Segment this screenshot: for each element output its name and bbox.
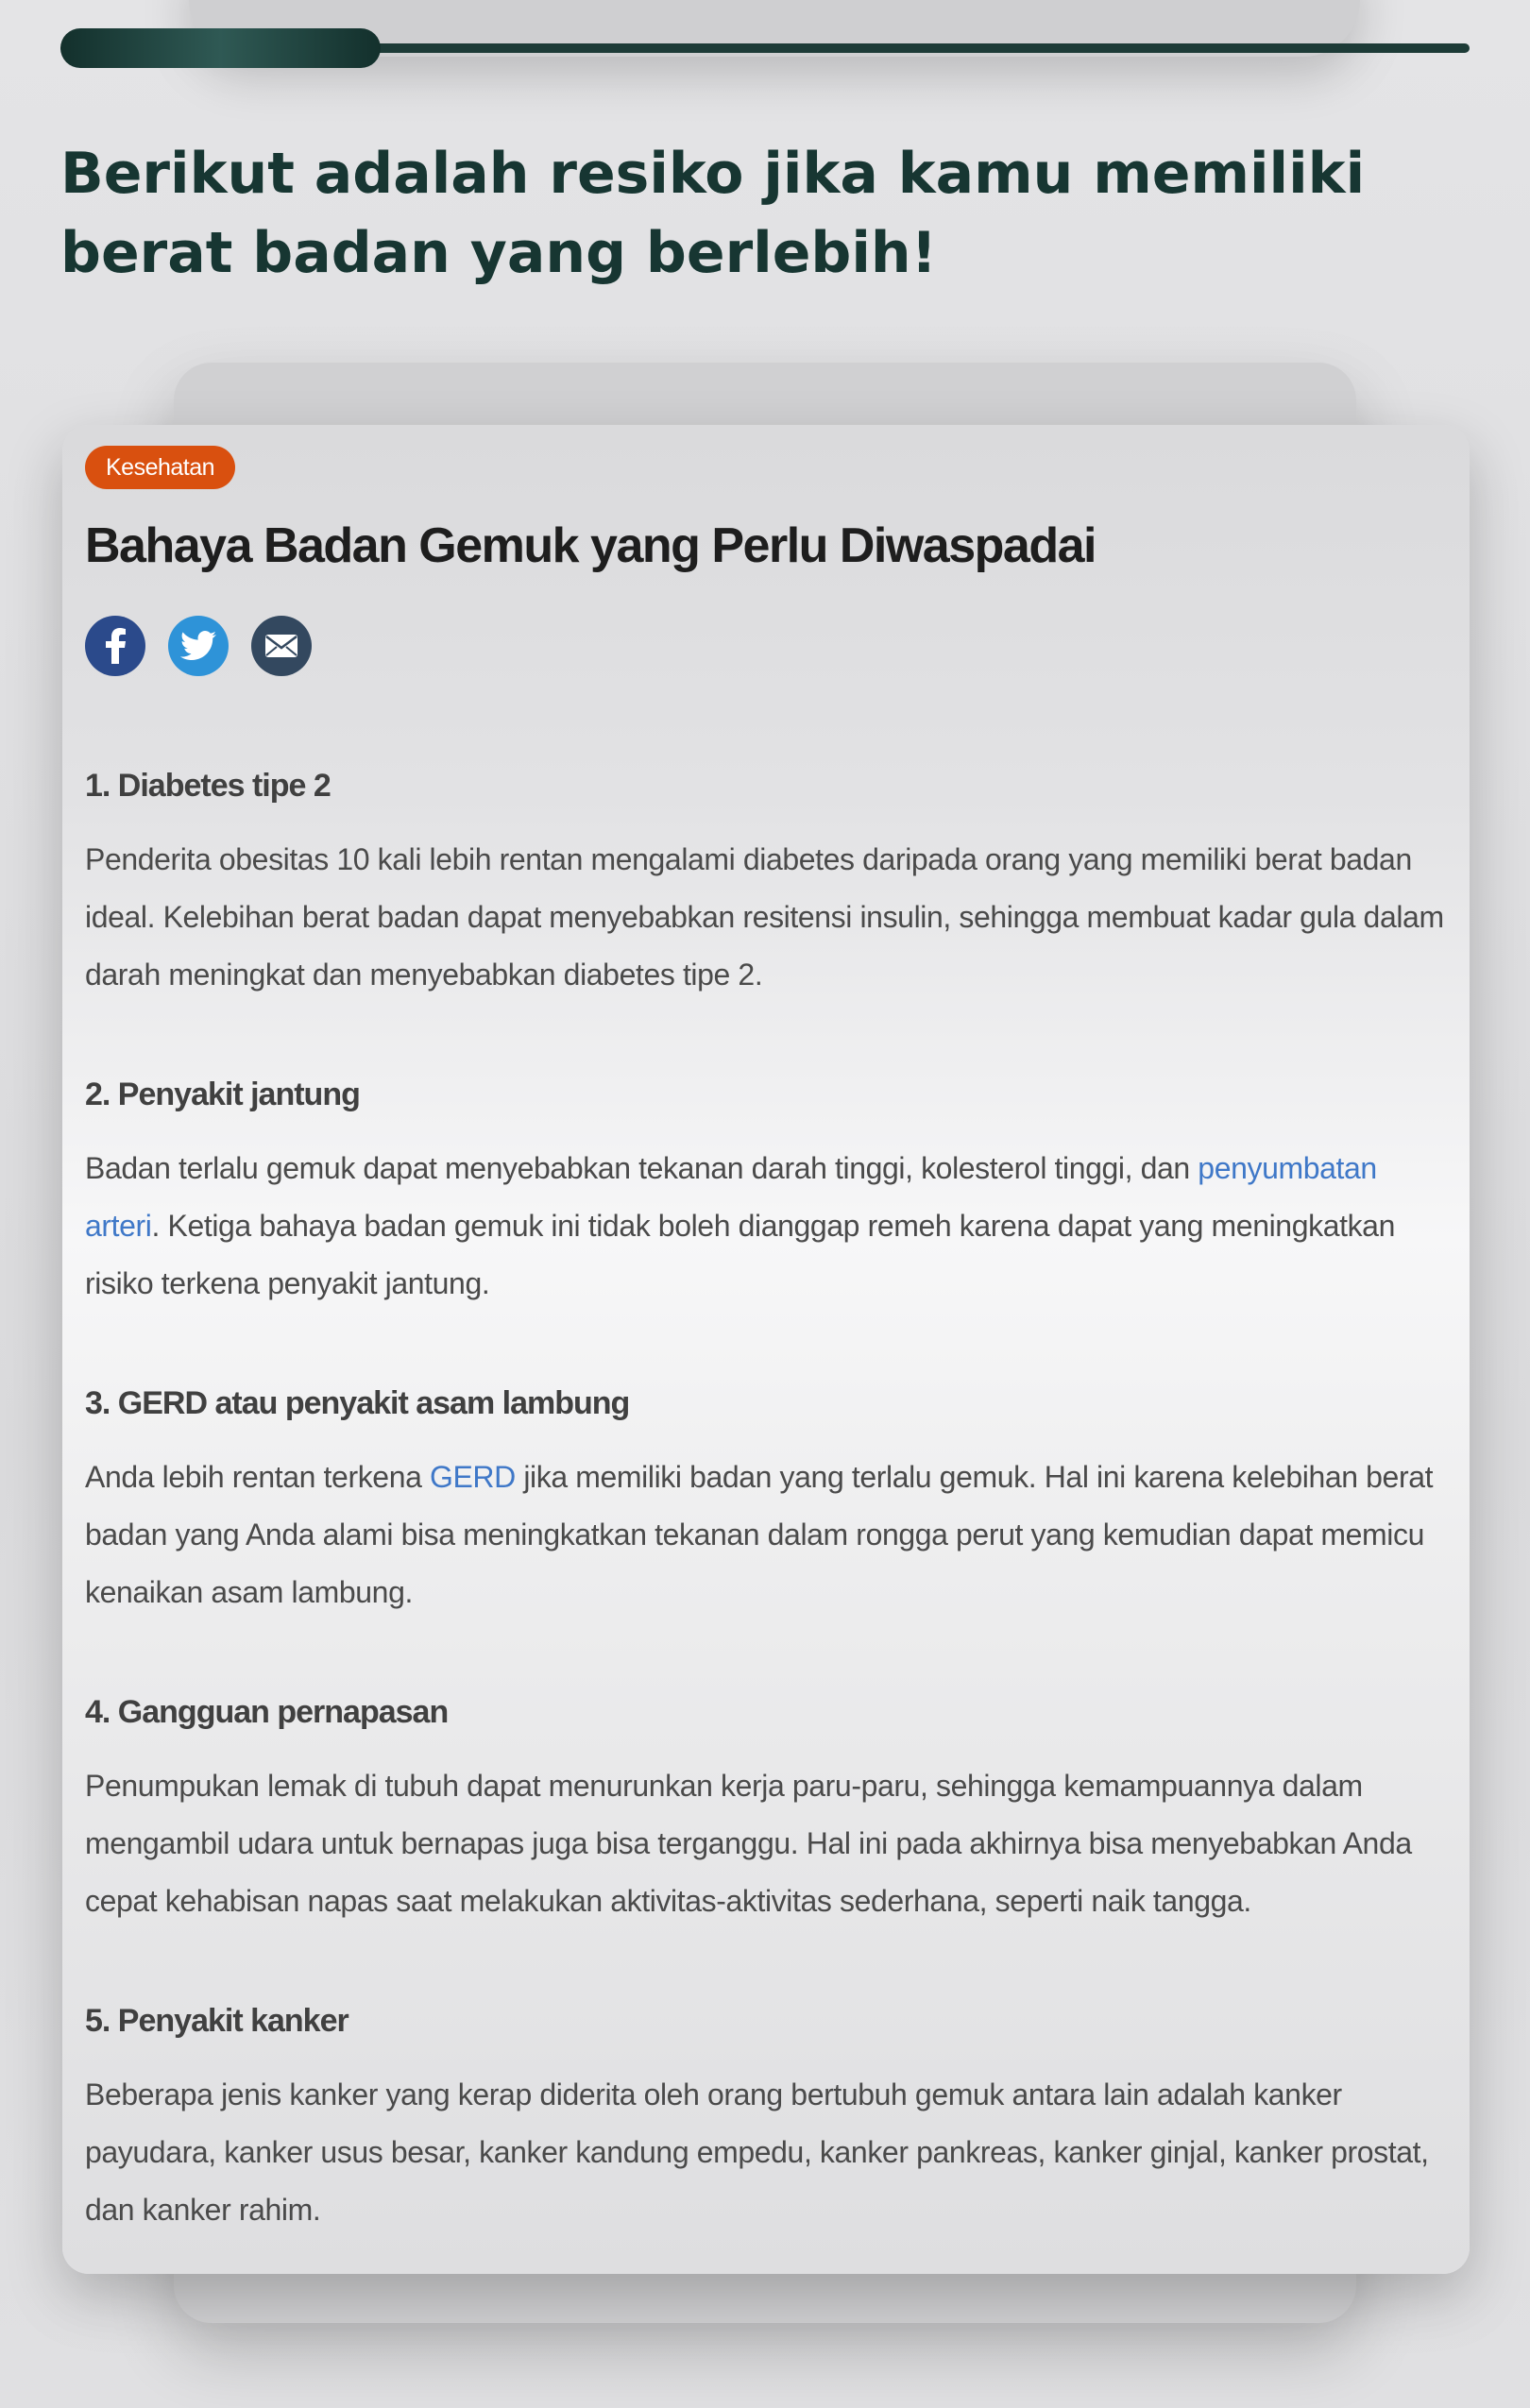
gerd-link[interactable]: GERD — [429, 1460, 516, 1494]
section-cancer — [85, 2000, 1447, 2239]
section-body-text: . Ketiga bahaya badan gemuk ini tidak boleh dianggap remeh karena dapat yang meningkatkan risiko terkena penyakit jantung. — [85, 1209, 1395, 1300]
section-heading: 3. GERD atau penyakit asam lambung — [85, 1385, 630, 1421]
email-icon — [264, 634, 298, 658]
page-headline: Berikut adalah resiko jika kamu memiliki berat badan yang berlebih! — [60, 141, 1366, 286]
section-diabetes — [85, 765, 1447, 1004]
section-heading: 1. Diabetes tipe 2 — [85, 768, 331, 804]
section-body-text: Anda lebih rentan terkena — [85, 1460, 430, 1494]
article-title: Bahaya Badan Gemuk yang Perlu Diwaspadai — [85, 518, 1096, 573]
section-heading: 5. Penyakit kanker — [85, 2003, 348, 2039]
section-heading: 2. Penyakit jantung — [85, 1077, 360, 1112]
email-share-button[interactable] — [251, 616, 312, 676]
section-heading: 4. Gangguan pernapasan — [85, 1694, 449, 1730]
section-breathing — [85, 1691, 1447, 1930]
facebook-share-button[interactable] — [85, 616, 145, 676]
section-gerd — [85, 1382, 1447, 1621]
artery-blockage-link[interactable]: penyumbatan arteri — [85, 1151, 1377, 1243]
article-card[interactable] — [62, 425, 1470, 2274]
section-body: Penumpukan lemak di tubuh dapat menurunkan kerja paru-paru, sehingga kemampuannya dalam mengambil udara untuk bernapas juga bisa terganggu. Hal ini pada akhirnya bisa menyebabkan Anda cepat kehabisan napas saat melakukan aktivitas-aktivitas sederhana, seperti naik tangga. — [85, 1769, 1412, 1918]
twitter-share-button[interactable] — [168, 616, 229, 676]
section-heart-disease — [85, 1074, 1447, 1313]
section-body-text: jika memiliki badan yang terlalu gemuk. Hal ini karena kelebihan berat badan yang Anda alami bisa meningkatkan tekanan dalam rongga perut yang kemudian dapat memicu kenaikan asam lambung. — [85, 1460, 1434, 1609]
facebook-icon — [101, 628, 129, 664]
section-body: Beberapa jenis kanker yang kerap diderita oleh orang bertubuh gemuk antara lain adalah kanker payudara, kanker usus besar, kanker kandung empedu, kanker pankreas, kanker ginjal, kanker prostat, dan kanker rahim. — [85, 2077, 1429, 2227]
section-body — [85, 1140, 1450, 1313]
section-body-text: Badan terlalu gemuk dapat menyebabkan tekanan darah tinggi, kolesterol tinggi, dan — [85, 1151, 1198, 1185]
category-badge[interactable]: Kesehatan — [85, 446, 235, 489]
section-body — [85, 1449, 1450, 1621]
twitter-icon — [180, 631, 216, 661]
share-buttons — [85, 616, 1447, 676]
story-progress-fill — [60, 28, 381, 68]
section-body: Penderita obesitas 10 kali lebih rentan mengalami diabetes daripada orang yang memiliki berat badan ideal. Kelebihan berat badan dapat menyebabkan resitensi insulin, sehingga membuat kadar gula dalam darah meningkat dan menyebabkan diabetes tipe 2. — [85, 842, 1444, 992]
